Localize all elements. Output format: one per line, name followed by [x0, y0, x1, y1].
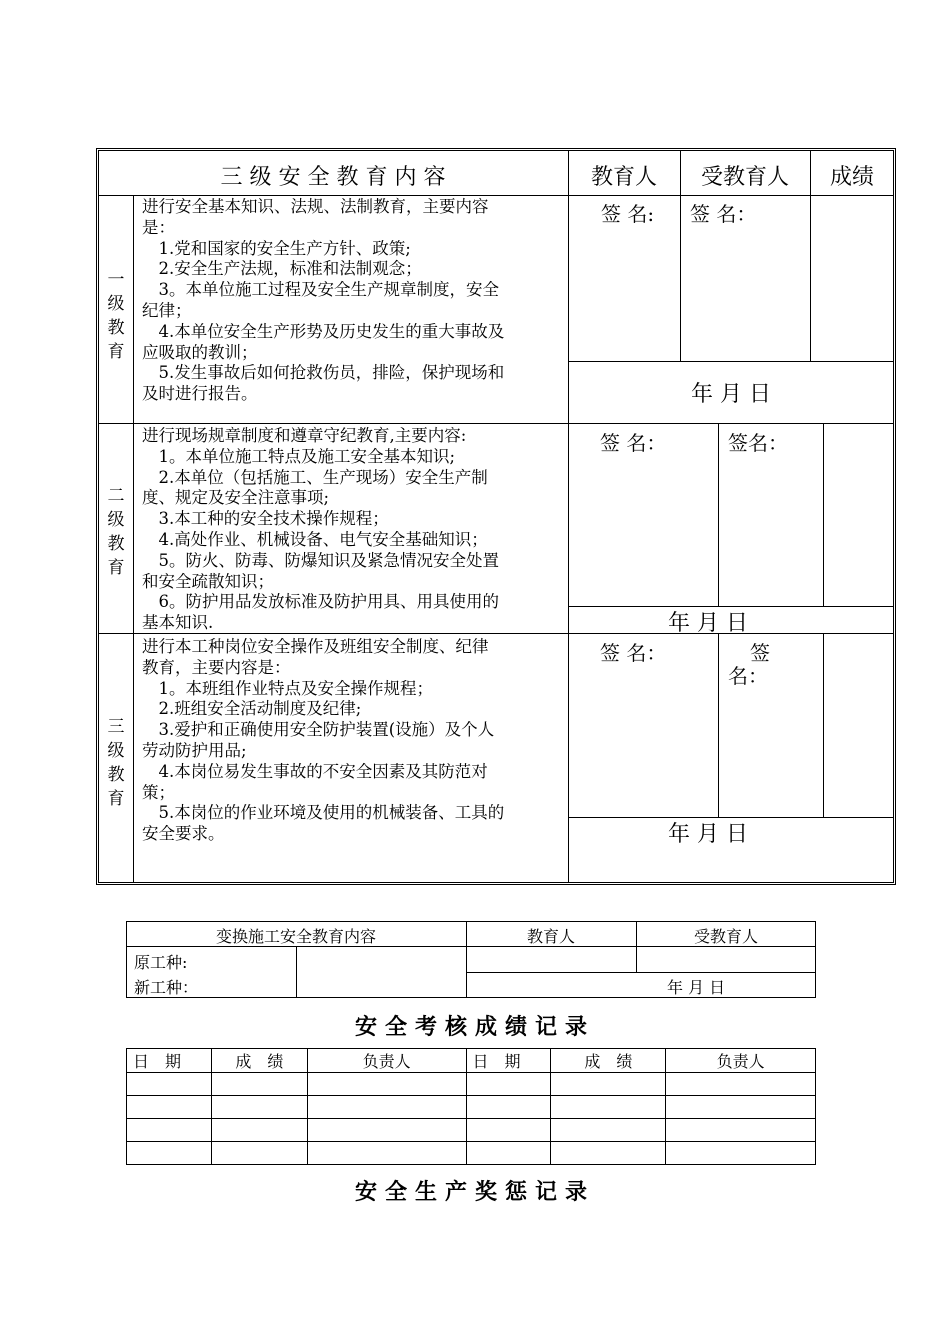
- level-2-content: 进行现场规章制度和遵章守纪教育,主要内容: 1。本单位施工特点及施工安全基本知识; 2.本单位（包括施工、生产现场）安全生产制 度、规定及安全注意事项; 3.本工种的安全技术操作规程； 4.高处作业、机械设备、电气安全基础知识； 5。防火、防毒、防爆知识及紧急情况安全处置 和安全疏散知识； 6。防护用品发放标准及防护用具、用具使用的 基本知识.: [142, 426, 499, 633]
- table-row: [127, 1119, 816, 1142]
- score-date-header: 日 期: [127, 1049, 212, 1073]
- score-record-table: [126, 1048, 816, 1165]
- score-record-title: 安全考核成绩记录: [354, 1014, 595, 1040]
- change-date: 年 月 日: [667, 978, 726, 997]
- level-2-educatee-sign: 签名：: [728, 431, 788, 455]
- change-content-header: 变换施工安全教育内容: [215, 927, 376, 946]
- level-3-date: 年 月 日: [668, 822, 748, 847]
- level-2-educator-sign: 签 名：: [600, 431, 667, 455]
- level-3-educator-sign: 签 名：: [600, 641, 667, 665]
- change-educator-header: 教育人: [526, 927, 575, 946]
- reward-record-title: 安全生产奖惩记录: [354, 1179, 595, 1205]
- change-educatee-header: 受教育人: [693, 927, 758, 946]
- header-educatee: 受教育人: [700, 165, 789, 190]
- level-3-label: 三 级 教 育: [107, 717, 125, 809]
- level-3-educatee-sign-1: 签: [750, 641, 770, 665]
- level-1-educatee-sign: 签 名：: [690, 202, 757, 226]
- level-2-label: 二 级 教 育: [107, 486, 125, 578]
- table-row: [127, 1073, 816, 1096]
- table-row: [127, 1096, 816, 1119]
- score-score-header-2: 成 绩: [551, 1049, 666, 1073]
- header-content: 三 级 安 全 教 育 内 容: [220, 165, 446, 190]
- score-header-row: [127, 1049, 816, 1073]
- level-3-educatee-sign-2: 名：: [728, 664, 768, 688]
- score-responsible-header-2: 负责人: [666, 1049, 816, 1073]
- score-responsible-header: 负责人: [307, 1049, 466, 1073]
- level-1-label: 一 级 教 育: [107, 270, 125, 362]
- header-educator: 教育人: [590, 165, 657, 190]
- level-1-date: 年 月 日: [691, 382, 771, 407]
- original-work-type-label: 原工种:: [134, 953, 188, 972]
- new-work-type-label: 新工种：: [134, 978, 199, 997]
- level-1-educator-sign: 签 名:: [601, 202, 655, 226]
- header-score: 成绩: [829, 165, 874, 190]
- level-3-content: 进行本工种岗位安全操作及班组安全制度、纪律 教育，主要内容是： 1。本班组作业特点及安全操作规程； 2.班组安全活动制度及纪律; 3.爱护和正确使用安全防护装置(设施）及个人 劳动防护用品; 4.本岗位易发生事故的不安全因素及其防范对 策； 5.本岗位的作业环境及使用的机械装备、工具的 安全要求。: [142, 637, 505, 844]
- level-1-content: 进行安全基本知识、法规、法制教育，主要内容 是： 1.党和国家的安全生产方针、政策; 2.安全生产法规，标准和法制观念； 3。本单位施工过程及安全生产规章制度，安全 纪律； 4.本单位安全生产形势及历史发生的重大事故及 应吸取的教训； 5.发生事故后如何抢救伤员，排险，保护现场和 及时进行报告。: [142, 197, 505, 404]
- score-score-header: 成 绩: [211, 1049, 307, 1073]
- level-2-date: 年 月 日: [668, 611, 748, 636]
- table-row: [127, 1142, 816, 1165]
- score-date-header-2: 日 期: [466, 1049, 551, 1073]
